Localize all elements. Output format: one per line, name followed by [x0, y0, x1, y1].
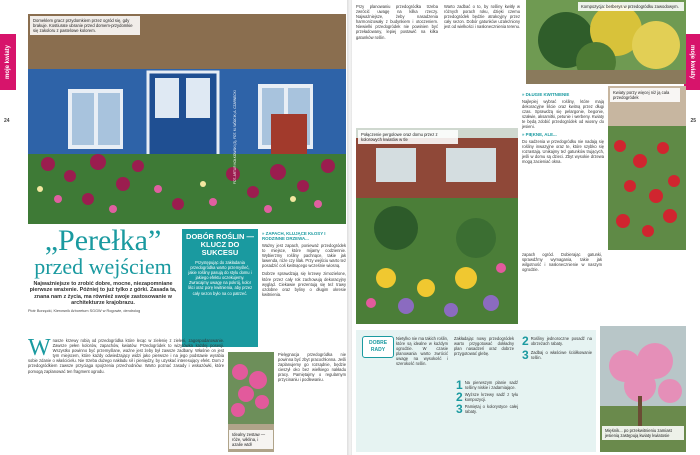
- pergola-caption: Połączenie pergolowe oraz domu przez z kolorowych kwiatów w tle: [358, 130, 458, 144]
- tips-list: [456, 380, 518, 415]
- tip-item: [456, 402, 518, 417]
- house-illustration: [28, 14, 346, 224]
- tip-text: Na pierwszym planie sadź rośliny niskie i zadarniające.: [464, 380, 518, 391]
- tip-number: 1: [456, 378, 463, 392]
- article-body-3: Ważny jest zapach, ponieważ przedogródek to miejsce, które mijamy codziennie. Wybierzmy rośliny pachnące, takie jak lawenda, róże czy lilak. Przy wejściu warto też posadzić coś kwitnącego wcześnie wiosną.: [262, 243, 346, 269]
- left-page: [0, 0, 348, 455]
- article-author: Piotr Borzęcki, Kierownik Arboretum SGGW w Rogowie, dendrolog: [28, 308, 141, 313]
- article-column-2: [278, 352, 346, 383]
- pink-bush-caption: Idealny zestaw — róże, wiklina, i azalie wtdł: [229, 430, 273, 449]
- tamarisk-photo: [600, 326, 686, 452]
- article-body-5: Pielęgnacja przedogródka nie powinna być zbyt pracochłonna. Jeśli zaplanujemy go rozsądnie, będzie cieszył oko bez wielkiego nakładu pracy. Pamiętajmy o regularnym przycinaniu i podlewaniu.: [278, 352, 346, 383]
- tip-number: 3: [456, 402, 463, 417]
- pink-bush-photo: [228, 352, 274, 452]
- tips-title: DOBRE RADY: [368, 340, 388, 353]
- section-tab: moje kwiaty: [0, 34, 16, 90]
- article-column-6: [522, 90, 604, 164]
- pergola-illustration: [356, 128, 518, 324]
- house-caption: Domeklem gracz przydomkiem przez ogród się, gdy brakuje. Kostiurate ubranie przed domem-przydomkie się zakoloru z pastelowe kolorem.: [30, 16, 140, 35]
- article-column-7: [522, 252, 602, 272]
- right-page: [352, 0, 700, 455]
- tip-item: [456, 380, 518, 390]
- tip-item: [456, 390, 518, 405]
- article-body-4: Dobrze sprawdzają się krzewy zimozielone, które przez cały rok zachowują dekoracyjny wygląd. Ciekawie prezentują się też trawy ozdobne oraz byliny o długim okresie kwitnienia.: [262, 271, 346, 297]
- trees-illustration: [526, 0, 686, 84]
- tips-list-right: [522, 334, 592, 363]
- article-lead: Najważniejsze to zrobić dobre, mocne, niezapomniane pierwsze wrażenie. Później to już tylko z górki. Zasada ta, znana nam z życia, ma również swoje zastosowanie w architekturze krajobrazu.: [29, 281, 177, 307]
- subheading-piekne: » PIĘKNE, ALE...: [522, 131, 557, 137]
- page-number: 25: [690, 118, 696, 124]
- tip-item: [522, 348, 592, 363]
- tip-box: [182, 229, 258, 347]
- tip-text: Zadbaj o właściwe ściółkowanie roślin.: [530, 350, 592, 361]
- tip-box-title: DOBÓR ROŚLIN — KLUCZ DO SUKCESU: [186, 232, 254, 257]
- tip-item: [522, 336, 592, 346]
- tips-badge: [362, 336, 394, 358]
- article-column-3: [262, 229, 346, 297]
- tip-number: 3: [522, 348, 529, 363]
- article-title: przed wejściem: [34, 254, 172, 279]
- pergola-photo: [356, 128, 518, 324]
- tip-number: 2: [456, 390, 463, 405]
- trees-photo: [526, 0, 686, 84]
- tips-intro: Nietylko nie ma takich roślin, które są idealne w każdym ogrodzie. W czasie planowania warto zwrócić uwagę na wysokość i szerokość roślin.: [396, 336, 448, 367]
- tip-text: Pamiętaj o kolorystyce całej rabaty.: [464, 404, 518, 415]
- house-photo: [28, 14, 346, 224]
- subheading-zapach: » ZAPACH, KLUJĄCE KŁOSY I RODZINNE DRZEWA...: [262, 231, 326, 241]
- title-block: [28, 226, 178, 314]
- tip-number: 2: [522, 334, 529, 348]
- article-column-5: [444, 4, 520, 29]
- tamarisk-caption: Mięśnik... po przekwitnieniu zamiast jesienią zastępują kwiaty kwiatosie: [602, 426, 684, 440]
- drop-cap: W: [28, 335, 51, 361]
- tip-text: Wyższe krzewy sadź z tyłu kompozycji.: [464, 392, 518, 403]
- tips-panel: [356, 330, 596, 452]
- tip-box-text: Przystępując do zakładania przedogródka warto przemyśleć, jakie rośliny pasują do stylu domu i jakiego efektu oczekujemy. Zwracajmy uwagę na pokrój, kolor liści oraz porę kwitnienia, aby przez cały sezon było na co patrzeć.: [187, 260, 253, 296]
- article-column-4: [356, 4, 438, 40]
- trees-caption: Kompozycja: berberys w przedogródku zawodowym.: [578, 2, 684, 11]
- article-column-1: [28, 335, 224, 374]
- poppies-photo: [608, 86, 686, 250]
- tips-col2: Zakładając nowy przedogródek warto przygotować dokładny plan nasadzeń oraz dobrze przygotować glebę.: [454, 336, 514, 357]
- tip-text: Rośliny jednoroczne posadź na obrzeżach rabaty.: [530, 336, 592, 347]
- poppies-illustration: [608, 86, 686, 250]
- article-body-2: Przy planowaniu przedogródka trzeba zwrócić uwagę na kilka rzeczy. Najważniejsze, żeby nasadzenia harmonizowały z budynkiem i otoczeniem. Niewielki przedogródek nie powinien być przeładowany, lepiej postawić na kilka gatunków roślin.: [356, 4, 438, 40]
- article-body-7: Do sadzenia w przedogródku nie nadają się rośliny inwazyjne oraz te, które szybko się rozrastają. Unikajmy też gatunków trujących, jeśli w domu są dzieci. Zbyt wysokie drzewa mogą zacieniać okna.: [522, 138, 604, 164]
- article-title-quote: „Perełka”: [44, 224, 162, 257]
- poppies-caption: Kwiaty porzy więcej niż ją cala przedogródek: [610, 88, 680, 102]
- section-tab: moje kwiaty: [684, 34, 700, 90]
- subheading-kwitnienie: » DŁUGIE KWITNIENIE: [522, 92, 570, 97]
- photo-credit: FOT. ARTUR KOŁKOWSKI (2), FOT. M. WÓJCIK; A. CZARNECKI: [233, 90, 237, 184]
- page-number: 24: [4, 118, 10, 124]
- article-body-1: nasze krzewy robią od przedogródka które lecąc w zielenię z zieleni, zagospodarowanie. Zawsze pełen kolorów, zapachów, kwiatów. Przedogródek to wizytówka każdej posesji. Wszystko powinno być przemyślane, ważne jest żeby był zawsze zadbany. Właśnie on jest tym miejscem, które każdy odwiedzający widzi jako pierwsze i na jego podstawie wyrabia sobie zdanie o właścicielu. Nie trzeba dużego nakładu sił i pieniędzy, by uzyskać interesujący efekt. Dom z przedogródkiem zawsze przyciąga spojrzenia przechodniów. Warto poznać zasady i wskazówki, które pomogą zaplanować ten fragment ogrodu.: [28, 338, 224, 374]
- article-body-6: Najlepiej wybrać rośliny, które mają dekoracyjne liście oraz kwitną przez długi czas. Sprawdzą się pelargonie, begonie, szałwie, aksamitki, petunie i werbeny. Kwiaty te będą zdobić przedogródek od wiosny do jesieni.: [522, 99, 604, 130]
- article-body-9: zapach ogród. Dobierając gatunki, sprawdźmy wymagania, takie jak wilgotność i nasłonecznienie w naszym ogrodzie.: [522, 252, 602, 273]
- article-body-8: Warto zadbać o to, by rośliny kwitły w różnych porach roku, dzięki czemu przedogródek będzie atrakcyjny przez cały sezon. Dobór gatunków uzależniony jest od wielkości i nasłonecznienia terenu.: [444, 4, 521, 30]
